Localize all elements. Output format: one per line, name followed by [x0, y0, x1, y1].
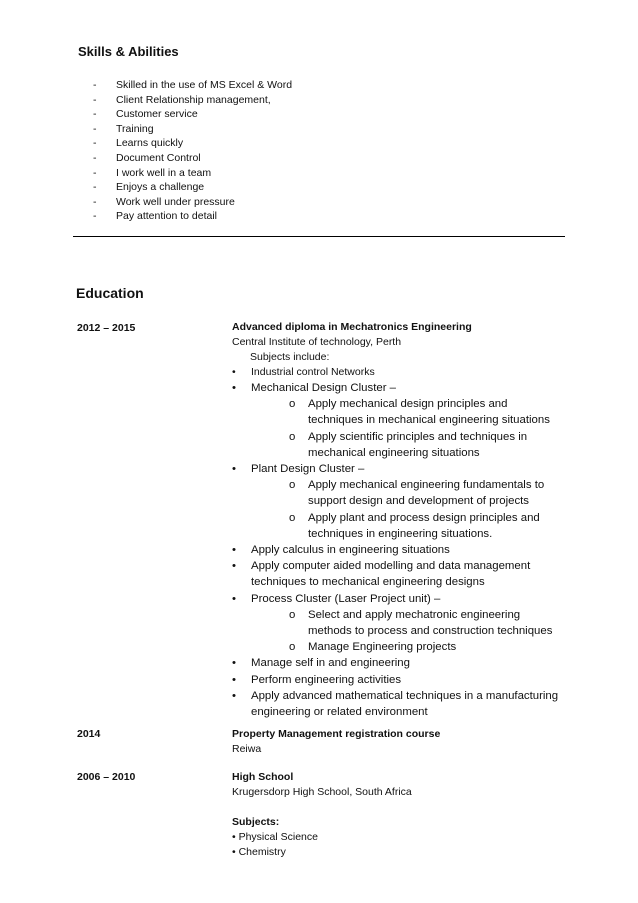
subject-item: [232, 380, 562, 461]
subject-text: Process Cluster (Laser Project unit) –: [251, 592, 441, 605]
sub-subject-text: Apply mechanical engineering fundamentals to support design and development of projects: [308, 479, 545, 508]
subject-text: Plant Design Cluster –: [251, 463, 365, 476]
sub-subject-item: [289, 607, 562, 639]
sub-subject-list: [251, 477, 562, 542]
skill-text: Client Relationship management,: [116, 93, 271, 106]
course-title: Property Management registration course: [232, 728, 441, 740]
subject-text: Apply computer aided modelling and data management techniques to mechanical engineering designs: [251, 560, 531, 589]
skill-item: [93, 107, 292, 122]
skill-text: Learns quickly: [116, 137, 184, 150]
education-entry: [232, 770, 562, 860]
education-entry: [232, 727, 562, 757]
institution: Central Institute of technology, Perth: [232, 336, 402, 348]
dash-bullet: -: [93, 79, 97, 91]
bullet-icon: •: [232, 673, 236, 686]
sub-subject-item: [289, 510, 562, 542]
skills-heading: Skills & Abilities: [78, 44, 179, 59]
skill-item: [93, 195, 292, 210]
subject-item: [232, 461, 562, 542]
dash-bullet: -: [93, 108, 97, 121]
subject-item: • Physical Science: [232, 831, 318, 843]
dash-bullet: -: [93, 166, 97, 179]
subject-item: [232, 688, 562, 720]
dash-bullet: -: [93, 93, 97, 106]
sub-subject-text: Apply mechanical design principles and techniques in mechanical engineering situations: [308, 398, 550, 427]
bullet-icon: •: [232, 592, 236, 605]
subject-text: Industrial control Networks: [251, 366, 375, 378]
subject-item: • Chemistry: [232, 846, 286, 858]
skill-text: Pay attention to detail: [116, 210, 217, 223]
skill-text: Training: [116, 122, 154, 135]
sub-subject-text: Select and apply mechatronic engineering methods to process and construction techniques: [308, 608, 553, 638]
sub-subject-text: Apply plant and process design principles and techniques in engineering situations.: [308, 511, 540, 540]
skill-text: Work well under pressure: [116, 195, 235, 208]
course-title: High School: [232, 771, 294, 783]
skill-text: Customer service: [116, 108, 198, 121]
dash-bullet: -: [93, 195, 97, 208]
skill-text: Skilled in the use of MS Excel & Word: [116, 79, 293, 91]
institution: Krugersdorp High School, South Africa: [232, 786, 412, 798]
skill-item: [93, 166, 292, 181]
skill-text: I work well in a team: [116, 166, 212, 179]
bullet-icon: •: [232, 463, 236, 476]
skill-item: [93, 180, 292, 195]
circle-bullet-icon: o: [289, 398, 296, 411]
institution: Reiwa: [232, 743, 262, 755]
sub-subject-text: Manage Engineering projects: [308, 641, 457, 654]
subject-item: [232, 365, 562, 380]
entry-years: 2012 – 2015: [77, 322, 136, 334]
skill-item: [93, 93, 292, 108]
subject-text: Perform engineering activities: [251, 673, 402, 686]
skill-item: [93, 78, 292, 93]
bullet-icon: •: [232, 689, 236, 702]
skill-text: Enjoys a challenge: [116, 181, 205, 194]
dash-bullet: -: [93, 181, 97, 194]
subject-item: [232, 542, 562, 558]
skill-item: [93, 151, 292, 166]
subject-item: [232, 655, 562, 671]
circle-bullet-icon: o: [289, 430, 296, 443]
circle-bullet-icon: o: [289, 511, 296, 524]
course-title: Advanced diploma in Mechatronics Engineering: [232, 321, 472, 333]
entry-years: 2014: [77, 728, 101, 740]
bullet-icon: •: [232, 382, 236, 394]
circle-bullet-icon: o: [289, 479, 296, 492]
sub-subject-list: [251, 396, 562, 461]
subject-item: [232, 558, 562, 590]
circle-bullet-icon: o: [289, 641, 296, 654]
subject-text: Mechanical Design Cluster –: [251, 382, 396, 394]
sub-subject-text: Apply scientific principles and techniques in mechanical engineering situations: [308, 430, 528, 459]
sub-subject-item: [289, 477, 562, 509]
sub-subject-item: [289, 429, 562, 461]
dash-bullet: -: [93, 122, 97, 135]
circle-bullet-icon: o: [289, 608, 296, 621]
skill-item: [93, 136, 292, 151]
section-divider: [73, 236, 565, 237]
subjects-list: [232, 365, 562, 720]
dash-bullet: -: [93, 210, 97, 223]
education-heading: Education: [76, 285, 144, 301]
sub-subject-item: [289, 396, 562, 428]
subject-text: Apply calculus in engineering situations: [251, 544, 450, 557]
subject-text: Apply advanced mathematical techniques in a manufacturing engineering or related environment: [251, 689, 559, 719]
skills-list: [93, 78, 292, 224]
subject-item: [232, 672, 562, 688]
subjects-intro: Subjects include:: [250, 351, 330, 363]
sub-subject-item: [289, 639, 562, 655]
dash-bullet: -: [93, 151, 97, 164]
skill-item: [93, 209, 292, 224]
bullet-icon: •: [232, 560, 236, 573]
subjects-label: Subjects:: [232, 816, 280, 828]
sub-subject-list: [251, 607, 562, 656]
bullet-icon: •: [232, 657, 236, 670]
education-entry: [232, 320, 562, 720]
bullet-icon: •: [232, 366, 236, 378]
bullet-icon: •: [232, 544, 236, 557]
skill-text: Document Control: [116, 151, 201, 164]
skill-item: [93, 122, 292, 137]
entry-years: 2006 – 2010: [77, 771, 136, 783]
subject-item: [232, 591, 562, 656]
dash-bullet: -: [93, 137, 97, 150]
subject-text: Manage self in and engineering: [251, 657, 410, 670]
